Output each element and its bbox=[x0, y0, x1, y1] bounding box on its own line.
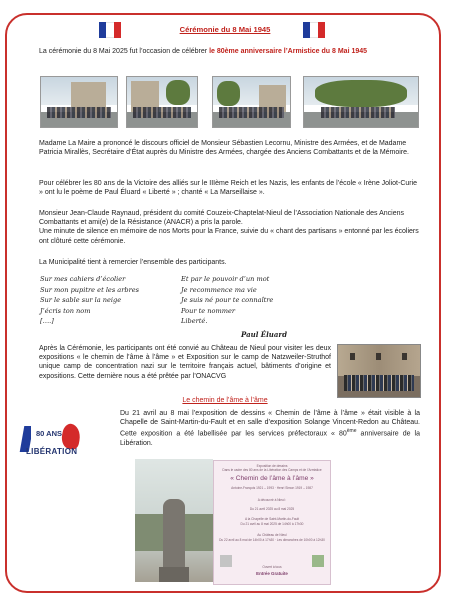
poem-line: Sur mon pupitre et les arbres bbox=[40, 285, 140, 294]
sculpture-photo bbox=[135, 459, 213, 582]
poster-sub: Dans le cadre des 80 ans de la Libération des Camps et de l’Armistice bbox=[222, 468, 322, 472]
poster-line3: Au Château de Nieul bbox=[257, 533, 287, 537]
poem-right-column bbox=[181, 274, 273, 327]
anacr-text: Monsieur Jean-Claude Raynaud, président du comité Couzeix-Chaptelat-Nieul de l’Association Nationale des Anciens Combattants et ami(e) de la Résistance (ANACR) a pris la parole. bbox=[39, 210, 404, 227]
celebration-paragraph: Pour célébrer les 80 ans de la Victoire des alliés sur le IIIème Reich et les Nazis, les enfants de l’école « Irène Joliot-Curie » ont lu le poème de Paul Éluard « Liberté » ; chanté « La Marseillaise ». bbox=[39, 180, 418, 197]
intro-paragraph bbox=[39, 47, 419, 56]
poem-line: Je suis né pour te connaître bbox=[181, 296, 274, 305]
exposition-text-end: anniversaire de la Libération. bbox=[120, 430, 420, 447]
liberation-80-logo bbox=[22, 417, 84, 467]
ceremony-photo-3 bbox=[212, 76, 291, 128]
poem-line: Je recommence ma vie bbox=[181, 285, 257, 294]
poster-artists: Antoine-François 1921 – 1993 · Henri Simon 1919 – 1987 bbox=[231, 486, 313, 490]
poem-line: Liberté. bbox=[181, 317, 208, 326]
poem-line: [….] bbox=[40, 317, 54, 326]
anacr-paragraph bbox=[39, 209, 419, 246]
ceremony-photo-2 bbox=[126, 76, 198, 128]
poster-dates3: Du 22 avril au 8 mai de 14h00 à 17h30 · Les dimanches de 10h00 à 12h30 bbox=[219, 538, 325, 542]
exposition-text: Du 21 avril au 8 mai l’exposition de dessins « Chemin de l’âme à l’âme » était visible à la Chapelle de Saint-Martin-du-Fault et en salle d’exposition Solange Vincent-Redon au Château. Cette exposition a été labellisée par les services préfectoraux « 80 bbox=[120, 410, 420, 438]
logo-number: 80 ANS bbox=[36, 429, 62, 438]
speech-paragraph: Madame La Maire a prononcé le discours officiel de Monsieur Sébastien Lecornu, Ministre des Armées, et de Madame Patricia Mirallès, Secrétaire d’État auprès du Ministre des Armées, chargée des Anciens Combattants et de la Mémoire. bbox=[39, 140, 410, 157]
poster-line1: A découvrir à Nieul : bbox=[257, 498, 287, 502]
intro-text: La cérémonie du 8 Mai 2025 fut l’occasion de célébrer bbox=[39, 48, 208, 55]
visit-paragraph: Après la Cérémonie, les participants ont été convié au Château de Nieul pour visiter les deux expositions « le chemin de l’âme à l’âme » et Exposition sur le camp de Natzweiler-Struthof unique camp de concentration nazi sur le territoire français actuel, bâtiments d’origine et expositions. Cette dernière nous a été prêtée par l’ONACVG bbox=[39, 345, 331, 380]
poster-dates1: Du 21 avril 2025 au 8 mai 2025 bbox=[249, 507, 295, 511]
poem-author: Paul Éluard bbox=[241, 330, 287, 339]
page-title: Cérémonie du 8 Mai 1945 bbox=[179, 25, 271, 34]
poem-line: J’écris ton nom bbox=[40, 306, 91, 315]
poster-title: « Chemin de l’âme à l’âme » bbox=[230, 475, 314, 482]
intro-highlight: le 80ème anniversaire l’Armistice du 8 Mai 1945 bbox=[209, 48, 368, 55]
poster-line2: A la Chapelle de Saint-Martin-du-Fault bbox=[244, 517, 300, 521]
poem-left-column bbox=[40, 274, 139, 327]
exposition-link[interactable]: Le chemin de l’âme à l’âme bbox=[182, 397, 268, 404]
poster-open: Ouvert à tous bbox=[262, 565, 282, 569]
ceremony-photo-4 bbox=[303, 76, 419, 128]
castle-visit-photo bbox=[337, 344, 421, 398]
thanks-paragraph: La Municipalité tient à remercier l’ensemble des participants. bbox=[39, 259, 227, 266]
poem-line: Sur mes cahiers d’écolier bbox=[40, 275, 126, 283]
exhibition-poster bbox=[213, 460, 331, 585]
poem-line: Pour te nommer bbox=[181, 306, 236, 315]
poem-line: Sur le sable sur la neige bbox=[40, 296, 122, 305]
poster-head: Exposition de dessins bbox=[256, 464, 288, 468]
logo-word: LIBÉRATION bbox=[26, 447, 78, 456]
exposition-sup: ème bbox=[346, 428, 357, 435]
exposition-paragraph bbox=[120, 409, 420, 448]
silence-text: Une minute de silence en mémoire de nos Morts pour la France, suivie du « chant des partisans » entonné par les écoliers ont clôturé cette cérémonie. bbox=[39, 228, 419, 245]
poster-dates2: Du 21 avril au 8 mai 2025 de 14h00 à 17h30 bbox=[240, 522, 304, 526]
poster-entry: Entrée Gratuite bbox=[256, 571, 288, 576]
poem-line: Et par le pouvoir d’un mot bbox=[181, 275, 270, 283]
ceremony-photo-1 bbox=[40, 76, 118, 128]
